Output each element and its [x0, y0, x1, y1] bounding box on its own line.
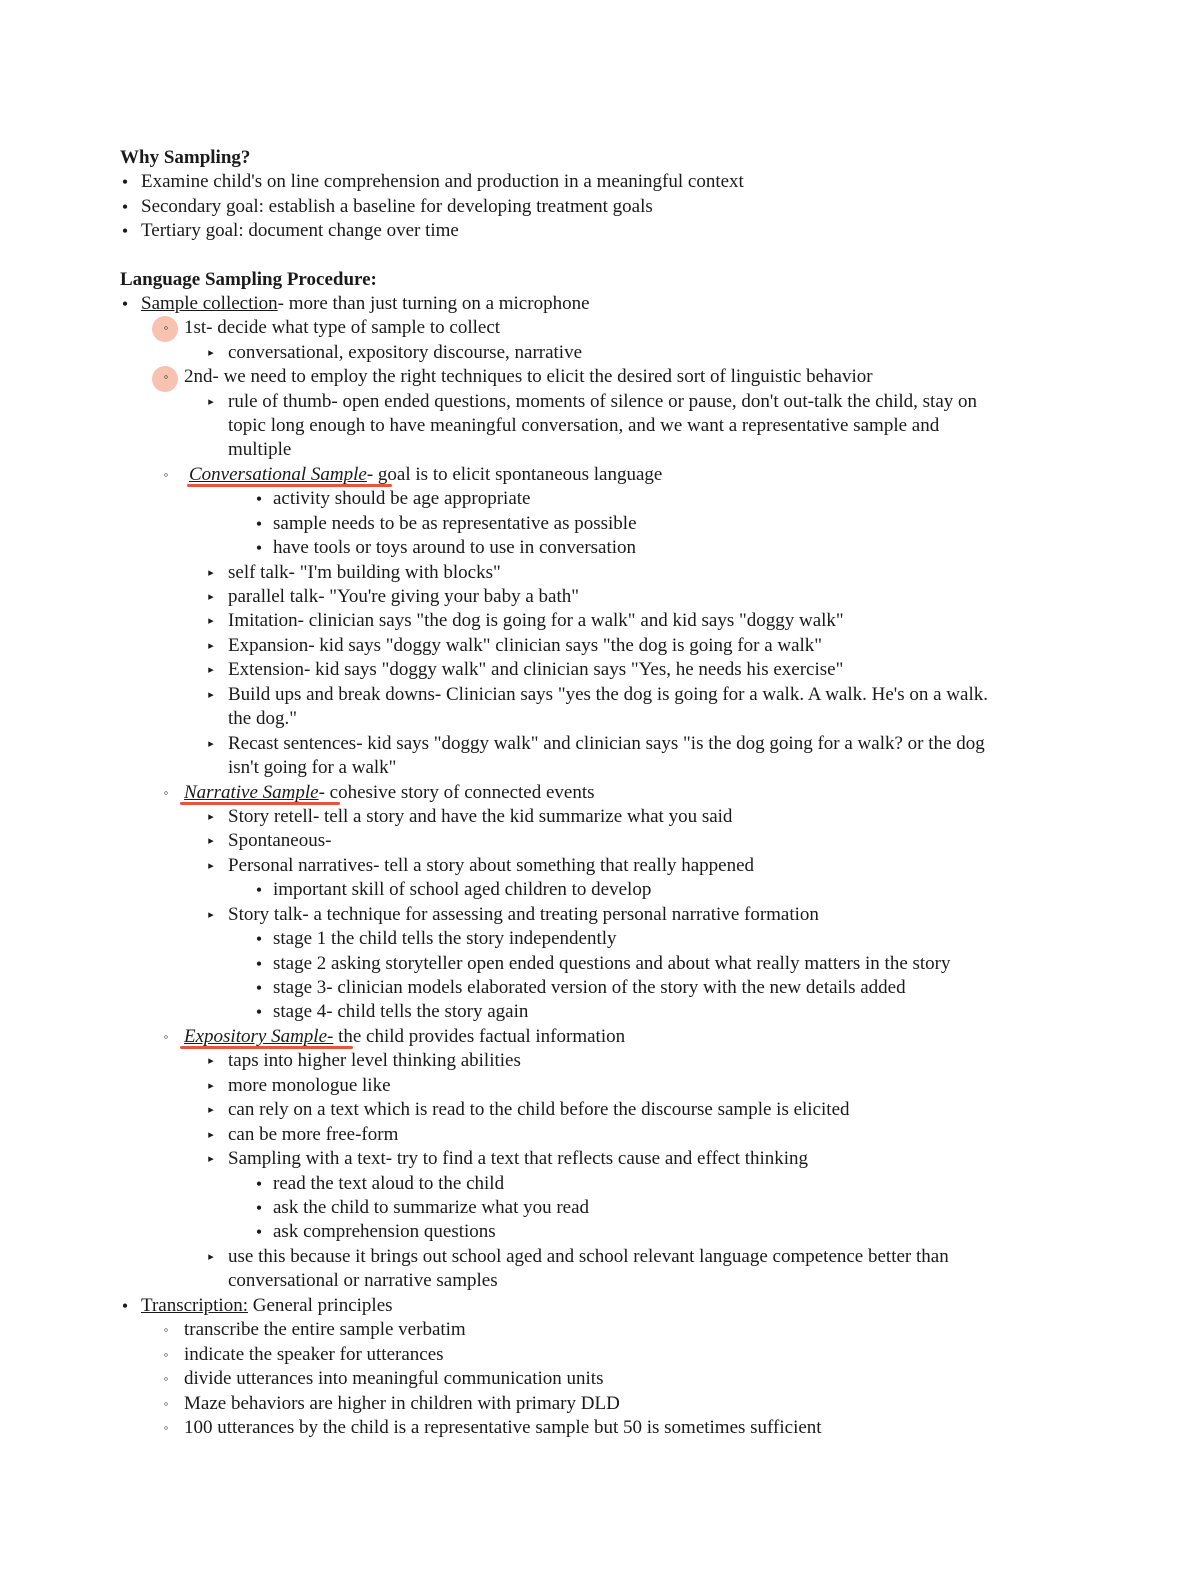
list-item: [207, 1245, 949, 1269]
bullet-icon: •: [121, 172, 129, 192]
list-item-text: use this because it brings out school aged and school relevant language competence better than: [228, 1246, 949, 1267]
list-item-text: ask the child to summarize what you read: [273, 1197, 590, 1218]
list-item-text: can rely on a text which is read to the child before the discourse sample is elicited: [228, 1099, 850, 1120]
arrow-bullet-icon: ▸: [208, 811, 214, 823]
list-item-continuation: the dog.": [228, 708, 297, 729]
list-item-text: Sampling with a text- try to find a text that reflects cause and effect thinking: [228, 1148, 809, 1169]
bullet-icon: •: [255, 1002, 263, 1022]
list-item: [207, 609, 844, 633]
bullet-icon: •: [255, 929, 263, 949]
bullet-icon: •: [255, 538, 263, 558]
list-item: [207, 1098, 850, 1122]
list-item: [207, 1147, 809, 1171]
arrow-bullet-icon: ▸: [208, 1080, 214, 1092]
list-item-sample-collection: [120, 292, 590, 316]
list-item-text: the child provides factual information: [333, 1026, 626, 1047]
list-item-text: rule of thumb- open ended questions, moments of silence or pause, don't out-talk the child, stay on: [228, 391, 978, 412]
list-item: [252, 952, 951, 976]
list-item-text: ask comprehension questions: [273, 1221, 496, 1242]
list-item: [252, 1196, 590, 1220]
narrative-sample-label: Narrative Sample: [184, 782, 319, 803]
list-item: [207, 561, 501, 585]
list-item-continuation: topic long enough to have meaningful conversation, and we want a representative sample and: [228, 415, 940, 436]
transcription-label: Transcription:: [141, 1295, 248, 1316]
list-item-text: more monologue like: [228, 1075, 391, 1096]
list-item: [163, 316, 501, 340]
list-item: [207, 341, 583, 365]
list-item-expository-sample: [163, 1025, 626, 1049]
list-item: [252, 878, 652, 902]
list-item-continuation: isn't going for a walk": [228, 757, 397, 778]
list-item: [207, 829, 332, 853]
bullet-icon: •: [255, 514, 263, 534]
list-item-text: divide utterances into meaningful communication units: [184, 1368, 604, 1389]
conversational-sample-label: Conversational Sample: [189, 464, 367, 485]
list-item: [252, 1172, 505, 1196]
list-item-text: - more than just turning on a microphone: [277, 293, 590, 314]
list-item-text: read the text aloud to the child: [273, 1173, 505, 1194]
list-item-text: Personal narratives- tell a story about something that really happened: [228, 855, 755, 876]
list-item-text: Extension- kid says "doggy walk" and clinician says "Yes, he needs his exercise": [228, 659, 844, 680]
bullet-icon: •: [121, 1296, 129, 1316]
arrow-bullet-icon: ▸: [208, 640, 214, 652]
list-item: [252, 1000, 529, 1024]
circle-bullet-icon: ◦: [163, 467, 169, 482]
list-item-text: sample needs to be as representative as possible: [273, 513, 637, 534]
list-item-text: Maze behaviors are higher in children with primary DLD: [184, 1393, 620, 1414]
list-item-text: 100 utterances by the child is a representative sample but 50 is sometimes sufficient: [184, 1417, 822, 1438]
arrow-bullet-icon: ▸: [208, 591, 214, 603]
list-item: [120, 170, 744, 194]
list-item-text: taps into higher level thinking abilities: [228, 1050, 521, 1071]
bullet-icon: •: [255, 1198, 263, 1218]
circle-bullet-icon: ◦: [163, 1396, 169, 1411]
list-item: [163, 1343, 444, 1367]
bullet-icon: •: [255, 1174, 263, 1194]
arrow-bullet-icon: ▸: [208, 1153, 214, 1165]
list-item: [207, 585, 580, 609]
arrow-bullet-icon: ▸: [208, 347, 214, 359]
list-item-text: Story retell- tell a story and have the kid summarize what you said: [228, 806, 733, 827]
bullet-icon: •: [255, 1222, 263, 1242]
bullet-icon: •: [121, 197, 129, 217]
list-item-transcription: [120, 1294, 393, 1318]
list-item-text: Secondary goal: establish a baseline for developing treatment goals: [141, 196, 653, 217]
list-item-text: Recast sentences- kid says "doggy walk" and clinician says "is the dog going for a walk? or the dog: [228, 733, 985, 754]
list-item-text: Build ups and break downs- Clinician says "yes the dog is going for a walk. A walk. He's on a walk.: [228, 684, 988, 705]
list-item-text: stage 3- clinician models elaborated version of the story with the new details added: [273, 977, 906, 998]
list-item: [207, 683, 988, 707]
arrow-bullet-icon: ▸: [208, 1104, 214, 1116]
list-item: [207, 1074, 391, 1098]
list-item-continuation: multiple: [228, 439, 292, 460]
arrow-bullet-icon: ▸: [208, 1251, 214, 1263]
circle-bullet-icon: ◦: [163, 785, 169, 800]
list-item: [252, 487, 531, 511]
list-item: [163, 1392, 620, 1416]
list-item: [207, 634, 823, 658]
arrow-bullet-icon: ▸: [208, 1129, 214, 1141]
list-item: [163, 1416, 822, 1440]
arrow-bullet-icon: ▸: [208, 396, 214, 408]
list-item-text: Examine child's on line comprehension and production in a meaningful context: [141, 171, 744, 192]
list-item: [207, 805, 733, 829]
heading-why-sampling: Why Sampling?: [120, 147, 251, 168]
arrow-bullet-icon: ▸: [208, 1055, 214, 1067]
list-item-text: Imitation- clinician says "the dog is going for a walk" and kid says "doggy walk": [228, 610, 844, 631]
list-item-text: parallel talk- "You're giving your baby a bath": [228, 586, 580, 607]
list-item: [120, 219, 459, 243]
list-item-text: transcribe the entire sample verbatim: [184, 1319, 466, 1340]
bullet-icon: •: [121, 294, 129, 314]
list-item-narrative-sample: [163, 781, 595, 805]
list-item-text: - cohesive story of connected events: [318, 782, 595, 803]
list-item-text: stage 1 the child tells the story independently: [273, 928, 617, 949]
list-item-text: Story talk- a technique for assessing and treating personal narrative formation: [228, 904, 819, 925]
circle-bullet-icon: ◦: [163, 1371, 169, 1386]
list-item: [252, 512, 637, 536]
bullet-icon: •: [255, 954, 263, 974]
list-item: [120, 195, 653, 219]
list-item-text: Tertiary goal: document change over time: [141, 220, 459, 241]
list-item: [207, 658, 844, 682]
list-item: [252, 1220, 496, 1244]
list-item-text: Expansion- kid says "doggy walk" clinician says "the dog is going for a walk": [228, 635, 823, 656]
list-item-continuation: conversational or narrative samples: [228, 1270, 498, 1291]
bullet-icon: •: [121, 221, 129, 241]
list-item-text: important skill of school aged children to develop: [273, 879, 652, 900]
circle-bullet-icon: ◦: [163, 369, 169, 384]
list-item-text: indicate the speaker for utterances: [184, 1344, 444, 1365]
list-item-text: Spontaneous-: [228, 830, 332, 851]
arrow-bullet-icon: ▸: [208, 835, 214, 847]
bullet-icon: •: [255, 489, 263, 509]
list-item: [207, 1123, 399, 1147]
list-item-text: General principles: [247, 1295, 393, 1316]
arrow-bullet-icon: ▸: [208, 664, 214, 676]
list-item: [252, 976, 906, 1000]
list-item: [207, 1049, 521, 1073]
list-item: [207, 390, 978, 414]
list-item-text: stage 2 asking storyteller open ended questions and about what really matters in the story: [273, 953, 951, 974]
circle-bullet-icon: ◦: [163, 1347, 169, 1362]
list-item-text: have tools or toys around to use in conversation: [273, 537, 637, 558]
list-item: [163, 365, 873, 389]
expository-sample-label: Expository Sample-: [184, 1026, 334, 1047]
list-item: [252, 927, 617, 951]
list-item-text: self talk- "I'm building with blocks": [228, 562, 501, 583]
sample-collection-label: Sample collection: [141, 293, 278, 314]
arrow-bullet-icon: ▸: [208, 738, 214, 750]
list-item-text: - goal is to elicit spontaneous language: [366, 464, 663, 485]
circle-bullet-icon: ◦: [163, 320, 169, 335]
list-item: [163, 1318, 466, 1342]
circle-bullet-icon: ◦: [163, 1322, 169, 1337]
list-item-text: activity should be age appropriate: [273, 488, 531, 509]
arrow-bullet-icon: ▸: [208, 860, 214, 872]
list-item-text: 2nd- we need to employ the right techniques to elicit the desired sort of linguistic behavior: [184, 366, 873, 387]
arrow-bullet-icon: ▸: [208, 689, 214, 701]
list-item-text: stage 4- child tells the story again: [273, 1001, 529, 1022]
list-item: [252, 536, 637, 560]
list-item: [207, 854, 755, 878]
bullet-icon: •: [255, 880, 263, 900]
list-item-conversational-sample: [163, 463, 663, 487]
list-item: [163, 1367, 604, 1391]
arrow-bullet-icon: ▸: [208, 909, 214, 921]
bullet-icon: •: [255, 978, 263, 998]
list-item: [207, 732, 985, 756]
list-item-text: 1st- decide what type of sample to collect: [184, 317, 501, 338]
list-item: [207, 903, 819, 927]
arrow-bullet-icon: ▸: [208, 567, 214, 579]
circle-bullet-icon: ◦: [163, 1029, 169, 1044]
list-item-text: conversational, expository discourse, narrative: [228, 342, 583, 363]
list-item-text: can be more free-form: [228, 1124, 399, 1145]
circle-bullet-icon: ◦: [163, 1420, 169, 1435]
heading-language-sampling-procedure: Language Sampling Procedure:: [120, 269, 377, 290]
arrow-bullet-icon: ▸: [208, 615, 214, 627]
